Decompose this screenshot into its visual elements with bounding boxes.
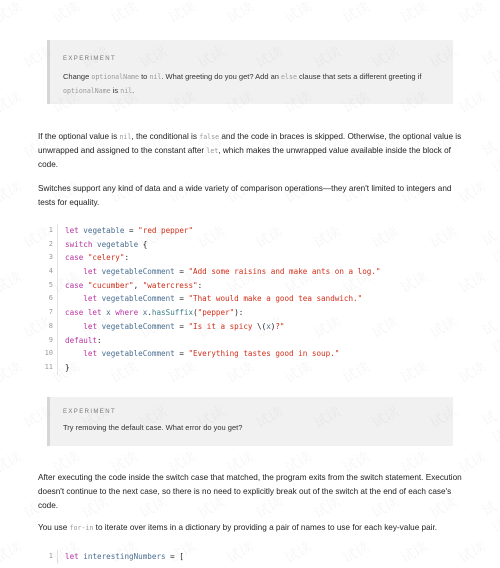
code-token: "pepper"	[197, 308, 235, 318]
inline-code: else	[281, 73, 297, 81]
watermark-text	[165, 0, 199, 28]
code-token: "Add some raisins and make ants on a log."	[188, 267, 381, 277]
code-token: =	[174, 349, 189, 359]
code-line	[38, 334, 464, 348]
paragraph-after-switch: After executing the code inside the switch case that matched, the program exits from the switch statement. Execution doesn't continue to the next case, so there is no need to explicitly break out of the switch at the end of each case's code.	[38, 473, 462, 510]
code-token: "watercress"	[142, 280, 198, 290]
code-token: :	[97, 335, 102, 345]
code-token: default	[65, 335, 98, 345]
line-number: 1	[48, 552, 53, 560]
code-line	[38, 292, 464, 306]
code-token: }	[65, 362, 70, 372]
code-token: vegetable	[97, 239, 139, 249]
line-number: 3	[48, 253, 53, 262]
code-token: interestingNumbers	[83, 552, 166, 561]
code-token: where	[110, 308, 143, 318]
watermark-text	[478, 406, 500, 448]
code-token: "That would make a good tea sandwich."	[188, 294, 363, 304]
code-token: case	[65, 280, 88, 290]
inline-code: optionalName	[91, 73, 139, 81]
code-token: "red pepper"	[138, 226, 194, 235]
watermark-text	[339, 0, 373, 28]
code-token: =	[174, 321, 189, 331]
experiment-label: EXPERIMENT	[63, 409, 117, 415]
line-number: 6	[48, 294, 53, 303]
code-line	[38, 347, 464, 361]
text-span: You use	[38, 523, 70, 532]
text-span: , which makes the unwrapped value available inside the block of code.	[38, 146, 451, 169]
code-line	[38, 320, 464, 334]
code-token: :	[124, 253, 130, 263]
code-token: case	[65, 253, 88, 263]
code-token: "celery"	[87, 253, 125, 263]
text-span: Change	[63, 72, 92, 81]
code-text	[65, 279, 202, 293]
code-token: let	[65, 552, 84, 561]
code-token: "Is it a spicy	[188, 321, 258, 331]
watermark-text	[478, 46, 500, 88]
watermark-text	[0, 176, 25, 207]
code-token: let	[83, 267, 102, 277]
code-line	[38, 550, 464, 564]
code-token: switch	[65, 239, 98, 249]
code-token: {	[138, 239, 148, 249]
code-token: let	[83, 349, 102, 359]
watermark-text	[455, 86, 489, 117]
code-token: hasSuffix	[151, 308, 194, 318]
code-text	[65, 306, 243, 320]
code-token: x	[106, 308, 111, 318]
experiment-text	[63, 70, 441, 98]
watermark-text	[281, 0, 315, 28]
code-text	[65, 550, 184, 564]
line-number: 5	[48, 280, 53, 289]
watermark-text	[0, 356, 25, 387]
code-line	[38, 265, 464, 279]
watermark-text	[478, 496, 500, 538]
code-token: case let	[65, 308, 107, 318]
code-token: let	[65, 226, 84, 235]
line-number: 2	[48, 239, 53, 248]
inline-code: false	[199, 133, 220, 141]
code-token: vegetableComment	[101, 321, 175, 331]
code-token: =	[174, 294, 189, 304]
watermark-text	[478, 316, 500, 358]
inline-code: for-in	[69, 524, 94, 532]
code-token: = [	[165, 552, 184, 561]
inline-code: nil	[149, 73, 162, 81]
watermark-text	[107, 0, 141, 28]
code-line	[38, 361, 464, 375]
code-token	[65, 349, 83, 358]
code-token: vegetable	[83, 226, 125, 235]
code-text	[65, 265, 381, 279]
code-token: vegetableComment	[101, 349, 175, 359]
code-token: :	[197, 280, 203, 290]
watermark-text	[0, 86, 25, 117]
code-block-dictionary	[38, 550, 464, 564]
code-token	[65, 322, 83, 331]
code-line	[38, 251, 464, 265]
experiment-text: Try removing the default case. What error do you get?	[63, 423, 243, 432]
code-token: vegetableComment	[101, 294, 175, 304]
line-number: 8	[48, 321, 53, 330]
code-line	[38, 224, 464, 238]
code-token: ,	[133, 280, 143, 290]
watermark-text	[223, 0, 257, 28]
code-text	[65, 292, 362, 306]
inline-code: nil	[119, 133, 132, 141]
watermark-text	[455, 0, 489, 28]
text-span: and the code in braces is skipped. Otherwise, the optional value is unwrapped and assigned to the constant after	[38, 132, 462, 155]
text-span: to	[139, 72, 150, 81]
experiment-box	[47, 40, 453, 104]
code-line	[38, 238, 464, 252]
code-token: =	[124, 226, 139, 235]
line-number: 9	[48, 335, 53, 344]
watermark-text	[397, 0, 431, 28]
text-span: to iterate over items in a dictionary by providing a pair of names to use for each key-value pair.	[93, 523, 438, 532]
code-token: vegetableComment	[101, 267, 175, 277]
code-token	[65, 294, 83, 303]
code-line	[38, 279, 464, 293]
paragraph-switches: Switches support any kind of data and a wide variety of comparison operations—they aren't limited to integers and tests for equality.	[38, 184, 452, 207]
text-span: . What greeting do you get? Add an	[161, 72, 282, 81]
code-text	[65, 251, 129, 265]
code-token: ?"	[275, 321, 285, 331]
paragraph-for-in	[38, 521, 464, 535]
code-token: .	[147, 308, 152, 318]
text-span: .	[132, 86, 135, 95]
code-token: (	[193, 308, 198, 318]
code-token: x	[142, 308, 148, 318]
watermark-text	[478, 226, 500, 268]
watermark-text	[49, 0, 83, 28]
code-text	[65, 334, 102, 348]
code-token: =	[174, 267, 189, 277]
code-text	[65, 224, 193, 238]
code-text	[65, 347, 339, 361]
line-number: 7	[48, 308, 53, 317]
inline-code: optionalName	[63, 87, 111, 95]
text-span: , the conditional is	[131, 132, 200, 141]
code-line	[38, 306, 464, 320]
paragraph-optional	[38, 130, 464, 172]
code-token: "Everything tastes good in soup."	[188, 349, 340, 359]
code-token: let	[83, 321, 102, 331]
watermark-text	[0, 266, 25, 297]
code-token: \(	[257, 321, 267, 331]
watermark-text	[478, 136, 500, 178]
code-token	[65, 267, 83, 276]
code-text	[65, 238, 147, 252]
inline-code: let	[206, 147, 219, 155]
inline-code: nil	[120, 87, 133, 95]
code-text	[65, 361, 70, 375]
code-token: )	[270, 321, 276, 331]
code-token: x	[266, 321, 271, 331]
text-span: is	[110, 86, 121, 95]
text-span: clause that sets a different greeting if	[296, 72, 422, 81]
code-token: "cucumber"	[87, 280, 134, 290]
code-token: ):	[234, 308, 244, 318]
line-number: 1	[48, 226, 53, 234]
line-number: 11	[44, 362, 53, 371]
watermark-text	[0, 446, 25, 477]
line-number: 10	[44, 349, 53, 358]
text-span: If the optional value is	[38, 132, 120, 141]
line-number: 4	[48, 267, 53, 276]
experiment-label: EXPERIMENT	[63, 56, 117, 62]
watermark-text	[0, 536, 25, 567]
code-token: let	[83, 294, 102, 304]
experiment-box	[47, 397, 453, 446]
code-block-switch	[38, 224, 464, 375]
code-text	[65, 320, 285, 334]
watermark-text	[0, 0, 25, 28]
